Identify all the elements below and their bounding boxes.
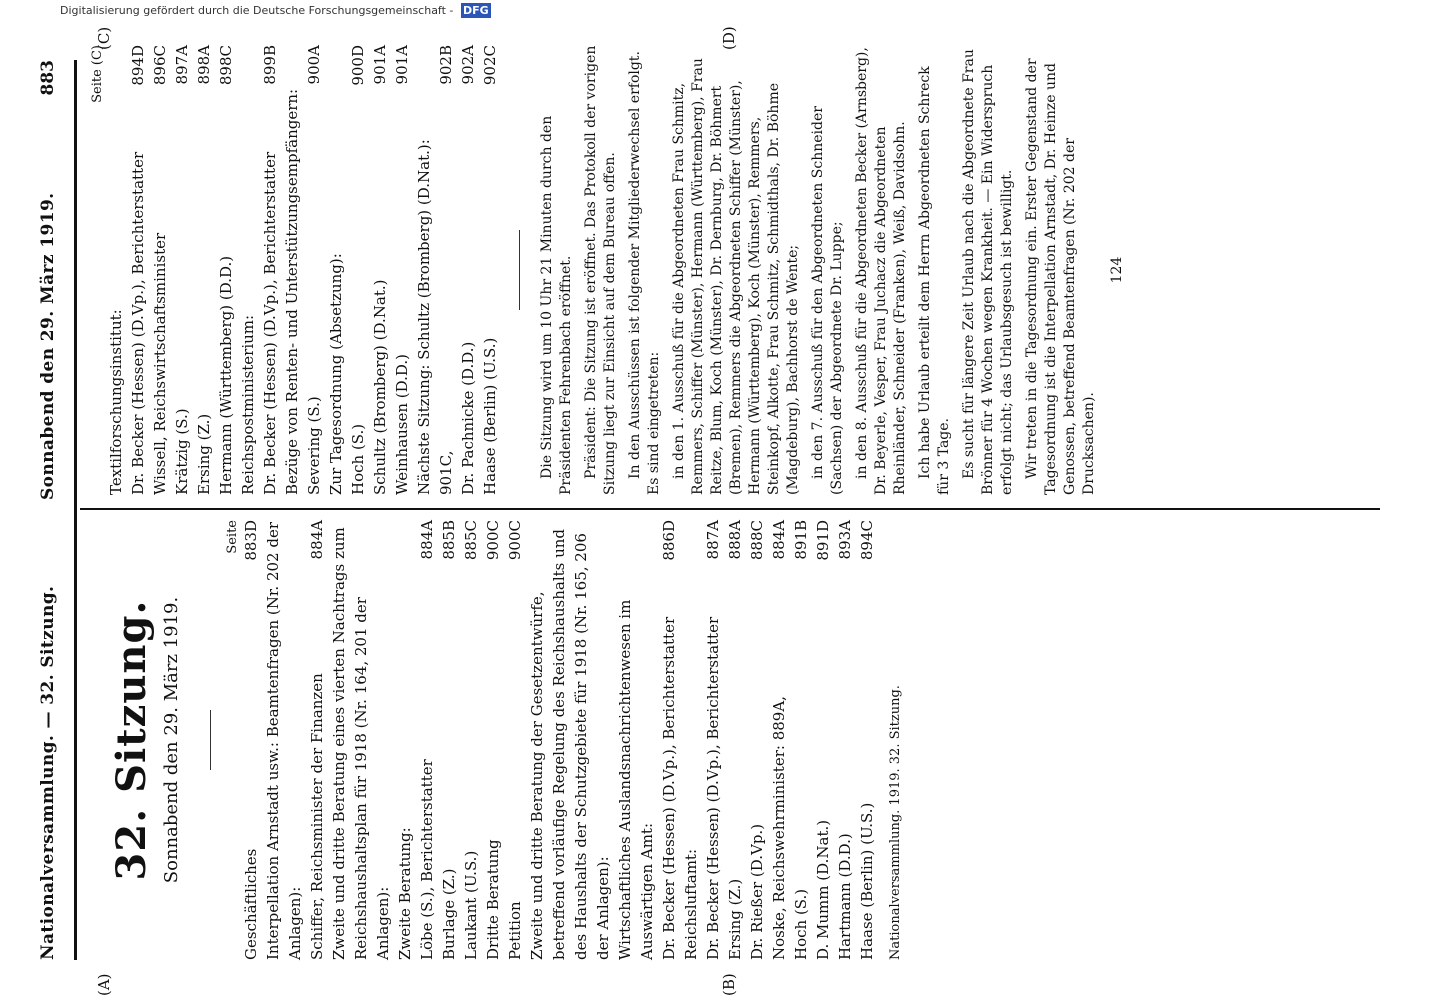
toc-entry-page: 884A	[770, 520, 788, 560]
toc-entry-text: Hermann (Württemberg) (D.D.)	[217, 255, 235, 495]
toc-entry	[262, 520, 306, 960]
body-paragraph: in den 8. Ausschuß für die Abgeordneten Becker (Arnsberg), Dr. Beyerle, Vesper, Frau Juchacz die Abgeordneten Rheinländer, Schneider (Franken), Weiß, Davidsohn.	[854, 47, 908, 495]
body-paragraph: in den 1. Ausschuß für die Abgeordneten Frau Schmitz, Remmers, Schiffer (Münster), Hermann (Württemberg), Frau Reitze, Blum, Koch (Münster), Dr. Dernburg, Dr. Böhmert (Bremen), Remmers die Abgeordneten Schiffer (Münster), Hermann (Württemberg), Koch (Münster), Remmers, Steinkopf, Alkotte, Frau Schmitz, Schmidthals, Dr. Böhme (Magdeburg), Bachhorst de Wente;	[671, 58, 801, 495]
toc-entry	[724, 520, 746, 960]
toc-entry	[680, 520, 702, 960]
toc-entry-page: 891D	[814, 520, 832, 561]
toc-entry-text: Ersing (Z.)	[195, 413, 213, 495]
body-paragraph: in den 7. Ausschuß für den Abgeordneten Schneider (Sachsen) der Abgeordnete Dr. Luppe;	[810, 106, 845, 495]
toc-entry-text: Dr. Rießer (D.Vp.)	[748, 823, 766, 960]
toc-entry-text: Dritte Beratung	[484, 839, 502, 960]
toc-entry-text: Zweite Beratung:	[396, 827, 414, 960]
toc-entry-text: Zweite und dritte Beratung der Gesetzentwürfe, betreffend vorläufige Regelung des Reichshaushalts und des Haushalts der Schutzgebiete für 1918 (Nr. 165, 206 der Anlagen):	[528, 528, 612, 960]
toc-entry	[504, 520, 526, 960]
toc-entry	[856, 520, 878, 960]
toc-entry-page: 891B	[792, 520, 810, 560]
column-divider	[80, 508, 1380, 510]
toc-entry-page: 902A	[459, 45, 477, 85]
toc-entry-page: 902C	[481, 45, 499, 86]
seite-label-left: Seite	[225, 520, 240, 554]
toc-entry-text: Schiffer, Reichsminister der Finanzen	[308, 673, 326, 960]
right-rule	[519, 230, 520, 310]
toc-entry-text: Zur Tagesordnung (Absetzung):	[327, 253, 345, 495]
toc-entry-text: Dr. Becker (Hessen) (D.Vp.), Berichterstatter	[129, 151, 147, 495]
toc-entry-page: 894C	[858, 520, 876, 561]
toc-entry-page: 896C	[151, 45, 169, 86]
toc-entry-page: 899B	[261, 45, 279, 85]
header-rule	[74, 60, 77, 960]
right-body	[538, 45, 1099, 495]
toc-entry	[438, 520, 460, 960]
toc-entry-text: Dr. Becker (Hessen) (D.Vp.), Berichterstatter	[261, 151, 279, 495]
left-footer: Nationalversammlung. 1919. 32. Sitzung.	[888, 685, 903, 960]
session-title	[108, 520, 155, 960]
toc-entry-page: 888C	[748, 520, 766, 561]
toc-entry	[460, 520, 482, 960]
session-title-text: 32. Sitzung.	[108, 599, 155, 881]
toc-entry-page: 901A	[371, 45, 389, 85]
toc-entry	[347, 45, 369, 495]
toc-entry-page: 885B	[440, 520, 458, 560]
body-paragraph: In den Ausschüssen ist folgender Mitgliederwechsel erfolgt. Es sind eingetreten:	[627, 51, 662, 495]
toc-entry	[303, 45, 325, 495]
toc-entry-page: 902B	[437, 45, 455, 85]
toc-entry	[812, 520, 834, 960]
body-paragraph: Es sucht für längere Zeit Urlaub nach die Abgeordnete Frau Brönner für 4 Wochen wegen Krankheit. — Ein Widerspruch erfolgt nicht; das Urlaubsgesuch ist bewilligt.	[961, 49, 1015, 495]
toc-entry-text: Reichsluftamt:	[682, 848, 700, 960]
margin-mark-a: (A)	[95, 973, 113, 996]
toc-entry	[149, 45, 171, 495]
toc-entry-text: Textilforschungsinstitut:	[107, 309, 125, 495]
toc-entry-text: Hartmann (D.D.)	[836, 833, 854, 960]
toc-entry	[328, 520, 394, 960]
body-paragraph: Ich habe Urlaub erteilt dem Herrn Abgeordneten Schreck für 3 Tage.	[917, 66, 952, 495]
toc-entry	[526, 520, 614, 960]
toc-entry-text: Schultz (Bromberg) (D.Nat.)	[371, 279, 389, 495]
toc-entry-text: Krätzig (S.)	[173, 408, 191, 495]
toc-entry-text: Haase (Berlin) (U.S.)	[481, 337, 499, 495]
toc-entry-page: 888A	[726, 520, 744, 560]
toc-entry	[394, 520, 416, 960]
toc-entry	[281, 45, 303, 495]
toc-entry-text: Haase (Berlin) (U.S.)	[858, 802, 876, 960]
toc-entry-text: Nächste Sitzung: Schultz (Bromberg) (D.Nat.): 901C,	[415, 139, 455, 495]
toc-entry	[614, 520, 658, 960]
margin-mark-c: (C)	[95, 26, 113, 50]
header-left: Nationalversammlung. — 32. Sitzung.	[38, 585, 58, 960]
toc-entry	[237, 45, 259, 495]
right-toc	[105, 45, 501, 495]
session-date: Sonnabend den 29. März 1919.	[161, 596, 182, 884]
toc-entry	[171, 45, 193, 495]
toc-entry-page: 897A	[173, 45, 191, 85]
toc-entry-page: 885C	[462, 520, 480, 561]
toc-entry-page: 887A	[704, 520, 722, 560]
toc-entry	[768, 520, 790, 960]
toc-entry	[215, 45, 237, 495]
toc-entry-page: 883D	[242, 520, 260, 561]
toc-entry-page: 893A	[836, 520, 854, 560]
toc-entry	[482, 520, 504, 960]
toc-entry	[746, 520, 768, 960]
toc-entry	[702, 520, 724, 960]
toc-entry-page: 894D	[129, 45, 147, 86]
toc-entry	[240, 520, 262, 960]
toc-entry	[391, 45, 413, 495]
toc-entry-text: Hoch (S.)	[349, 423, 367, 495]
toc-entry-text: Dr. Pachnicke (D.D.)	[459, 341, 477, 495]
toc-entry	[790, 520, 812, 960]
toc-entry	[416, 520, 438, 960]
toc-entry-text: Burlage (Z.)	[440, 868, 458, 960]
toc-entry-page: 898A	[195, 45, 213, 85]
toc-entry-text: Noske, Reichswehrminister: 889A,	[770, 696, 788, 960]
margin-mark-d: (D)	[720, 26, 738, 50]
toc-entry	[105, 45, 127, 495]
body-paragraph: Die Sitzung wird um 10 Uhr 21 Minuten durch den Präsidenten Fehrenbach eröffnet.	[539, 115, 574, 495]
margin-mark-b: (B)	[720, 973, 738, 996]
toc-entry	[306, 520, 328, 960]
toc-entry-page: 900D	[349, 45, 367, 86]
digitization-text: Digitalisierung gefördert durch die Deutsche Forschungsgemeinschaft -	[60, 4, 454, 17]
toc-entry	[834, 520, 856, 960]
toc-entry	[658, 520, 680, 960]
toc-entry	[127, 45, 149, 495]
toc-entry-text: Hoch (S.)	[792, 888, 810, 960]
toc-entry-text: Wissell, Reichswirtschaftsminister	[151, 232, 169, 495]
body-paragraph: Präsident: Die Sitzung ist eröffnet. Das Protokoll der vorigen Sitzung liegt zur Einsicht auf dem Bureau offen.	[583, 45, 618, 495]
toc-entry-page: 900C	[506, 520, 524, 561]
toc-entry-text: Weinhausen (D.D.)	[393, 353, 411, 495]
body-paragraph: Wir treten in die Tagesordnung ein. Erster Gegenstand der Tagesordnung ist die Interpellation Arnstadt, Dr. Heinze und Genossen, betreffend Beamtenfragen (Nr. 202 der Drucksachen).	[1024, 58, 1097, 495]
title-rule	[210, 710, 211, 770]
left-toc	[240, 520, 878, 960]
toc-entry	[369, 45, 391, 495]
toc-entry-text: Interpellation Arnstadt usw.: Beamtenfragen (Nr. 202 der Anlagen):	[264, 522, 304, 960]
toc-entry-text: Bezüge von Renten- und Unterstützungsempfängern:	[283, 88, 301, 495]
toc-entry-page: 884A	[308, 520, 326, 560]
toc-entry-text: Zweite und dritte Beratung eines vierten Nachtrags zum Reichshaushaltsplan für 1918 (Nr. 164, 201 der Anlagen):	[330, 527, 392, 960]
right-column	[90, 45, 1125, 495]
toc-entry-text: D. Mumm (D.Nat.)	[814, 819, 832, 960]
toc-entry-text: Dr. Becker (Hessen) (D.Vp.), Berichterstatter	[660, 616, 678, 960]
toc-entry	[259, 45, 281, 495]
toc-entry-page: 900A	[305, 45, 323, 85]
toc-entry	[325, 45, 347, 495]
toc-entry	[479, 45, 501, 495]
toc-entry-page: 884A	[418, 520, 436, 560]
page-number: 883	[38, 60, 58, 96]
toc-entry-page: 901A	[393, 45, 411, 85]
toc-entry-text: Wirtschaftliches Auslandsnachrichtenwesen im Auswärtigen Amt:	[616, 599, 656, 960]
toc-entry-text: Petition	[506, 901, 524, 960]
toc-entry-page: 886D	[660, 520, 678, 561]
signature-mark: 124	[1109, 256, 1125, 284]
dfg-logo-badge: DFG	[462, 4, 489, 17]
seite-label-right: Seite (C)	[90, 45, 105, 103]
digitization-label	[60, 3, 1360, 18]
header-right: Sonnabend den 29. März 1919.	[38, 192, 58, 500]
toc-entry-text: Geschäftliches	[242, 848, 260, 960]
toc-entry-page: 900C	[484, 520, 502, 561]
toc-entry-text: Laukant (U.S.)	[462, 850, 480, 960]
toc-entry-text: Löbe (S.), Berichterstatter	[418, 759, 436, 960]
toc-entry-text: Severing (S.)	[305, 396, 323, 495]
toc-entry	[193, 45, 215, 495]
toc-entry-text: Reichspostministerium:	[239, 314, 257, 495]
toc-entry-text: Dr. Becker (Hessen) (D.Vp.), Berichterstatter	[704, 616, 722, 960]
page-header	[30, 60, 70, 960]
toc-entry-page: 898C	[217, 45, 235, 86]
toc-entry-text: Ersing (Z.)	[726, 878, 744, 960]
toc-entry	[413, 45, 457, 495]
toc-entry	[457, 45, 479, 495]
left-column	[100, 520, 903, 960]
